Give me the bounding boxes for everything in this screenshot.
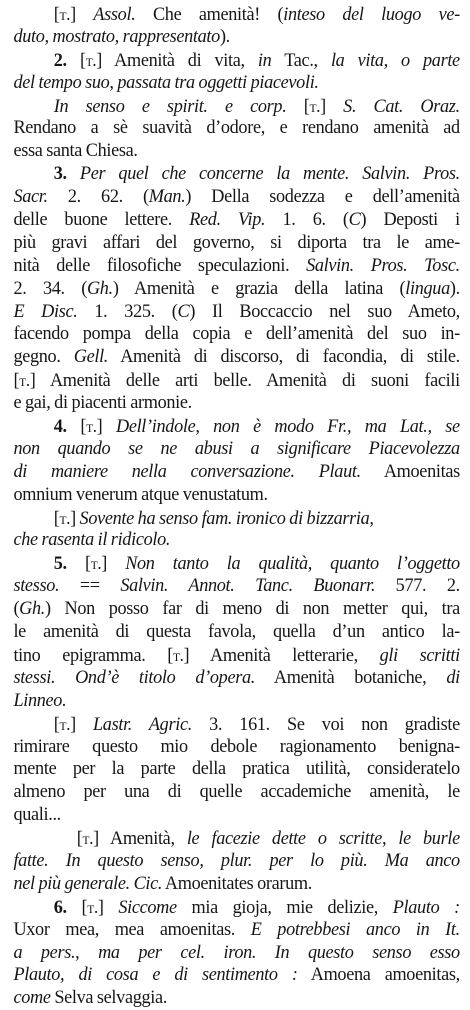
- text-line: 2. [t.] Amenità di vita, in Tac., la vita, o parte: [53, 49, 460, 71]
- text-line: non quando se ne abusi a significare Piacevolezza: [13, 437, 460, 459]
- text-line: le amenità di questa favola, quella d’un antico la-: [13, 621, 460, 643]
- text-line: quali...: [13, 804, 61, 826]
- text-line: Sacr. 2. 62. (Man.) Della sodezza e dell’amenità: [13, 186, 460, 208]
- text-line: più gravi affari del governo, si diporta tra le ame-: [13, 231, 460, 253]
- text-line: [t.] Amenità delle arti belle. Amenità di suoni facili: [13, 370, 460, 392]
- text-line: mente per la parte della pratica utilità, consideratelo: [13, 758, 460, 780]
- text-line: e gai, di piacenti armonie.: [13, 392, 192, 414]
- text-line: del tempo suo, passata tra oggetti piacevoli.: [13, 71, 319, 93]
- text-line: Uxor mea, mea amoenitas. E potrebbesi anco in It.: [13, 918, 460, 940]
- text-line: duto, mostrato, rappresentato).: [13, 25, 230, 47]
- text-line: [t.] Amenità, le facezie dette o scritte, le burle: [76, 828, 460, 850]
- text-line: a pers., ma per cel. iron. In questo senso esso: [13, 941, 460, 963]
- text-line: Linneo.: [13, 689, 67, 711]
- text-line: 3. Per quel che concerne la mente. Salvin. Pros.: [53, 163, 460, 185]
- text-line: 4. [t.] Dell’indole, non è modo Fr., ma Lat., se: [53, 416, 460, 438]
- text-line: stesso. == Salvin. Annot. Tanc. Buonarr. 577. 2.: [13, 575, 460, 597]
- text-line: [t.] Lastr. Agric. 3. 161. Se voi non gradiste: [53, 713, 460, 735]
- text-line: (Gh.) Non posso far di meno di non metter qui, tra: [13, 598, 460, 620]
- text-line: omnium venerum atque venustatum.: [13, 483, 268, 505]
- text-line: che rasenta il ridicolo.: [13, 529, 171, 551]
- text-line: essa santa Chiesa.: [13, 140, 138, 162]
- text-line: rimirare questo mio debole ragionamento benigna-: [13, 735, 460, 757]
- text-line: stessi. Ond’è titolo d’opera. Amenità botaniche, di: [13, 666, 460, 688]
- text-line: fatte. In questo senso, plur. per lo più. Ma anco: [13, 849, 460, 871]
- text-line: E Disc. 1. 325. (C) Il Boccaccio nel suo Ameto,: [13, 300, 460, 322]
- text-line: Plauto, di cosa e di sentimento : Amoena amoenitas,: [13, 964, 460, 986]
- text-line: gegno. Gell. Amenità di discorso, di facondia, di stile.: [13, 346, 460, 368]
- text-line: come Selva selvaggia.: [13, 987, 167, 1009]
- text-line: [t.] Sovente ha senso fam. ironico di bizzarria,: [53, 507, 374, 529]
- text-line: delle buone lettere. Red. Vip. 1. 6. (C) Deposti i: [13, 209, 460, 231]
- text-line: nel più generale. Cic. Amoenitates orarum.: [13, 872, 313, 894]
- text-line: Rendano a sè suavità d’odore, e rendano amenità ad: [13, 117, 460, 139]
- text-line: [t.] Assol. Che amenità! (inteso del luogo ve-: [53, 4, 460, 25]
- text-line: 2. 34. (Gh.) Amenità e grazia della latina (lingua).: [13, 277, 460, 299]
- text-line: 6. [t.] Siccome mia gioja, mie delizie, Plauto :: [53, 896, 460, 918]
- text-line: 5. [t.] Non tanto la qualità, quanto l’oggetto: [53, 553, 460, 575]
- text-line: di maniere nella conversazione. Plaut. Amoenitas: [13, 460, 460, 482]
- text-line: tino epigramma. [t.] Amenità letterarie, gli scritti: [13, 644, 460, 666]
- text-line: facendo pompa della copia e dell’amenità del suo in-: [13, 323, 460, 345]
- text-line: In senso e spirit. e corp. [t.] S. Cat. Oraz.: [53, 95, 460, 117]
- text-line: nità delle filosofiche speculazioni. Salvin. Pros. Tosc.: [13, 254, 460, 276]
- text-line: almeno per una di quelle accademiche amenità, le: [13, 781, 460, 803]
